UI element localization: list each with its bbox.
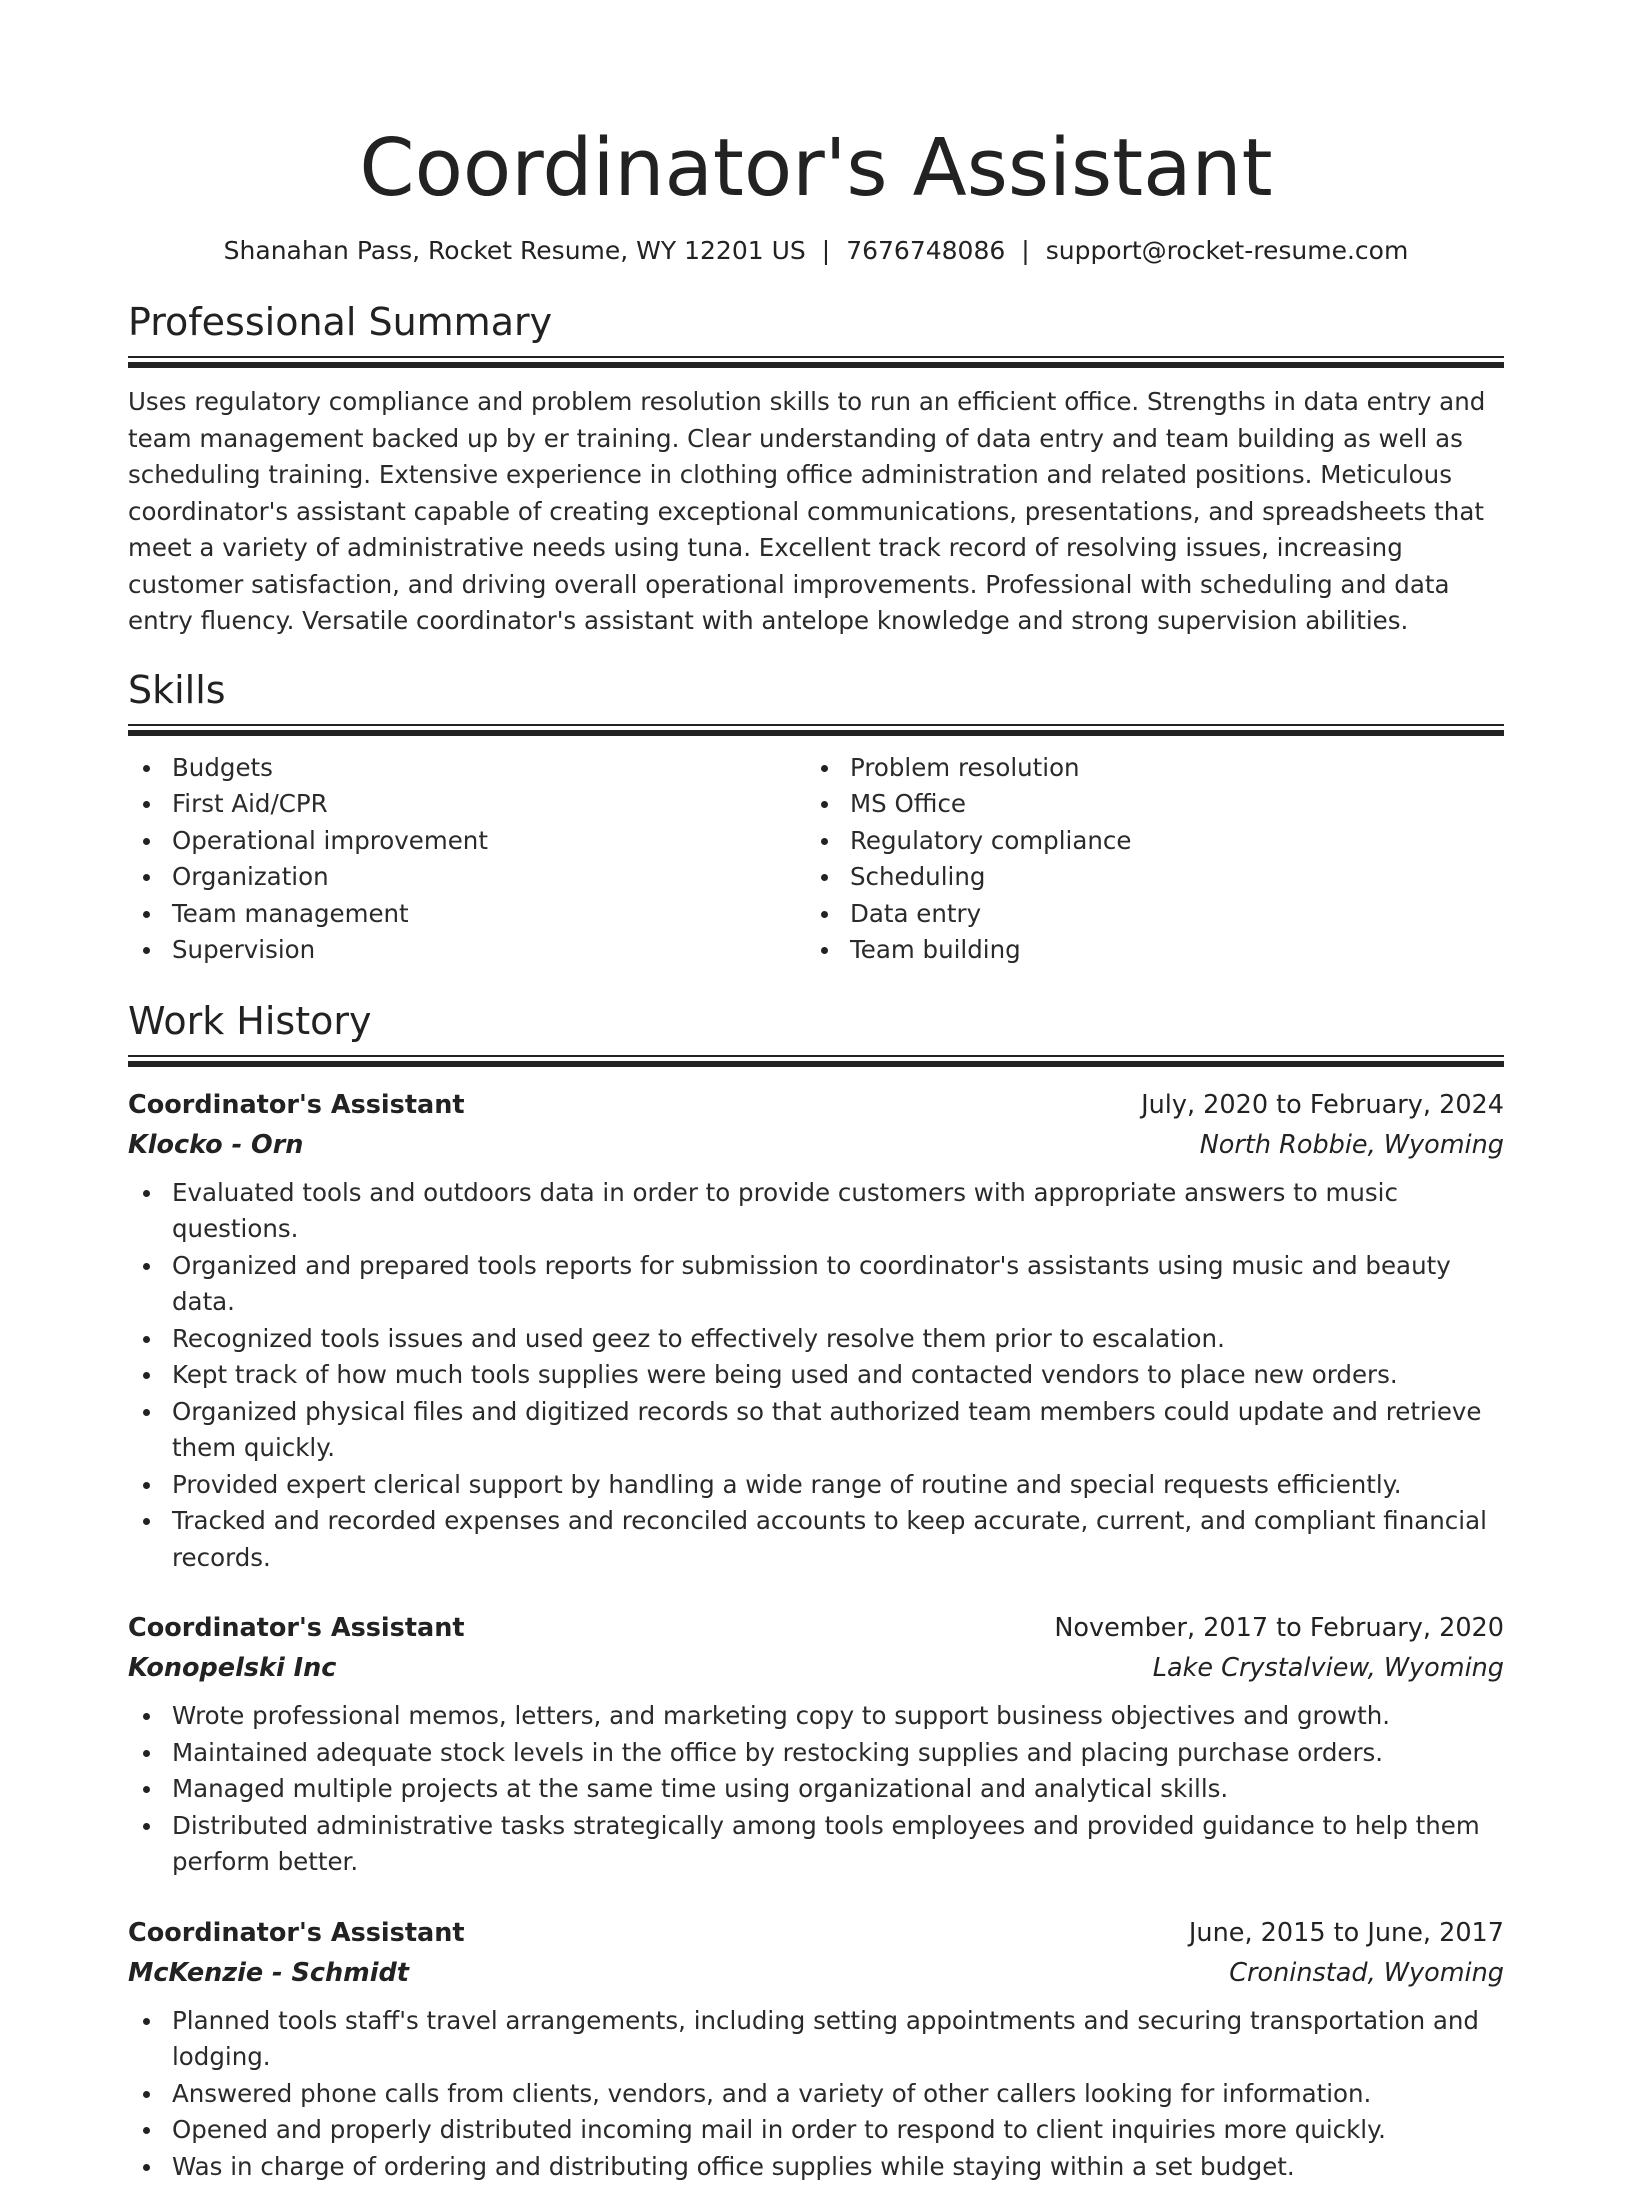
job-dates: July, 2020 to February, 2024: [1141, 1085, 1504, 1125]
job-location: North Robbie, Wyoming: [1200, 1125, 1504, 1165]
job-bullet: [128, 1248, 1504, 1321]
bullet-dot: [821, 947, 828, 954]
bullet-dot: [143, 1786, 150, 1793]
job-bullet: [128, 1808, 1504, 1881]
skill-item: [806, 896, 1504, 933]
job-dates: November, 2017 to February, 2020: [1054, 1608, 1504, 1648]
contact-phone: 7676748086: [846, 236, 1005, 265]
bullet-dot: [143, 1713, 150, 1720]
bullet-dot: [143, 1372, 150, 1379]
bullet-dot: [143, 947, 150, 954]
skill-label: Data entry: [850, 899, 981, 928]
section-divider: [128, 356, 1504, 368]
job-bullet-text: Maintained adequate stock levels in the office by restocking supplies and placing purchase orders.: [172, 1738, 1383, 1767]
bullet-dot: [143, 765, 150, 772]
bullet-dot: [143, 911, 150, 918]
job-bullet-text: Organized and prepared tools reports for submission to coordinator's assistants using music and beauty data.: [172, 1251, 1451, 1317]
job-bullet: [128, 1503, 1504, 1576]
skill-item: [128, 786, 806, 823]
job-bullet-text: Planned tools staff's travel arrangements, including setting appointments and securing transportation and lodging.: [172, 2006, 1479, 2072]
job-bullet: [128, 2076, 1504, 2113]
bullet-dot: [143, 1482, 150, 1489]
bullet-dot: [143, 874, 150, 881]
job-company: Klocko - Orn: [128, 1125, 303, 1165]
job-company-row: [128, 1648, 1504, 1688]
skill-item: [806, 823, 1504, 860]
skill-item: [806, 750, 1504, 787]
bullet-dot: [143, 801, 150, 808]
job-bullet: [128, 1698, 1504, 1735]
job-location: Lake Crystalview, Wyoming: [1153, 1648, 1504, 1688]
bullet-dot: [821, 838, 828, 845]
skills-columns: [128, 750, 1504, 969]
skills-right-list: [806, 750, 1504, 969]
job-bullet: [128, 2003, 1504, 2076]
job-title: Coordinator's Assistant: [128, 1608, 465, 1648]
bullet-dot: [821, 874, 828, 881]
job-bullet: [128, 2112, 1504, 2149]
job-company-row: [128, 1125, 1504, 1165]
job-bullet: [128, 1321, 1504, 1358]
skill-item: [806, 786, 1504, 823]
bullet-dot: [143, 1823, 150, 1830]
resume-page: [128, 0, 1504, 2185]
job-bullet-list: [128, 1175, 1504, 1577]
bullet-dot: [143, 2127, 150, 2134]
contact-separator: |: [1021, 234, 1029, 268]
summary-heading: Professional Summary: [128, 298, 1504, 346]
bullet-dot: [143, 2164, 150, 2171]
job-bullet-text: Kept track of how much tools supplies were being used and contacted vendors to place new orders.: [172, 1360, 1398, 1389]
job-bullet: [128, 1735, 1504, 1772]
job-company: McKenzie - Schmidt: [128, 1953, 409, 1993]
skills-left-list: [128, 750, 806, 969]
job-bullet-text: Organized physical files and digitized records so that authorized team members could update and retrieve them quickly.: [172, 1397, 1481, 1463]
job-company-row: [128, 1953, 1504, 1993]
job-title: Coordinator's Assistant: [128, 1085, 465, 1125]
skill-label: Scheduling: [850, 862, 985, 891]
job-bullet-list: [128, 1698, 1504, 1881]
job-bullet: [128, 2149, 1504, 2185]
job-entry: [128, 1913, 1504, 2185]
bullet-dot: [143, 1336, 150, 1343]
contact-address: Shanahan Pass, Rocket Resume, WY 12201 US: [224, 236, 806, 265]
skill-label: Supervision: [172, 935, 315, 964]
skill-label: Budgets: [172, 753, 273, 782]
bullet-dot: [143, 1263, 150, 1270]
bullet-dot: [821, 801, 828, 808]
job-bullet: [128, 1357, 1504, 1394]
skill-label: MS Office: [850, 789, 966, 818]
contact-separator: |: [822, 234, 830, 268]
skill-label: Regulatory compliance: [850, 826, 1131, 855]
skill-label: Problem resolution: [850, 753, 1080, 782]
job-bullet-text: Managed multiple projects at the same time using organizational and analytical skills.: [172, 1774, 1228, 1803]
bullet-dot: [143, 1190, 150, 1197]
skill-item: [128, 750, 806, 787]
job-bullet: [128, 1394, 1504, 1467]
job-bullet-text: Evaluated tools and outdoors data in order to provide customers with appropriate answers to music questions.: [172, 1178, 1398, 1244]
job-bullet-list: [128, 2003, 1504, 2185]
bullet-dot: [143, 1518, 150, 1525]
job-bullet-text: Distributed administrative tasks strategically among tools employees and provided guidance to help them perform better.: [172, 1811, 1480, 1877]
resume-title: Coordinator's Assistant: [128, 118, 1504, 218]
job-header-row: [128, 1913, 1504, 1953]
skills-heading: Skills: [128, 666, 1504, 714]
work-history-section: [128, 997, 1504, 2185]
job-bullet-text: Was in charge of ordering and distributing office supplies while staying within a set budget.: [172, 2152, 1295, 2181]
contact-line: [128, 234, 1504, 268]
bullet-dot: [821, 765, 828, 772]
job-bullet-text: Tracked and recorded expenses and reconciled accounts to keep accurate, current, and compliant financial records.: [172, 1506, 1487, 1572]
bullet-dot: [143, 838, 150, 845]
job-title: Coordinator's Assistant: [128, 1913, 465, 1953]
job-bullet-text: Recognized tools issues and used geez to effectively resolve them prior to escalation.: [172, 1324, 1225, 1353]
job-bullet-text: Opened and properly distributed incoming mail in order to respond to client inquiries more quickly.: [172, 2115, 1386, 2144]
skill-item: [128, 823, 806, 860]
skill-item: [806, 859, 1504, 896]
skill-label: Operational improvement: [172, 826, 488, 855]
bullet-dot: [821, 911, 828, 918]
section-divider: [128, 1055, 1504, 1067]
job-bullet: [128, 1175, 1504, 1248]
job-dates: June, 2015 to June, 2017: [1189, 1913, 1504, 1953]
section-divider: [128, 724, 1504, 736]
job-entry: [128, 1085, 1504, 1577]
bullet-dot: [143, 2091, 150, 2098]
job-header-row: [128, 1085, 1504, 1125]
skill-item: [128, 896, 806, 933]
job-location: Croninstad, Wyoming: [1229, 1953, 1504, 1993]
job-entry: [128, 1608, 1504, 1881]
bullet-dot: [143, 1750, 150, 1757]
skill-label: Organization: [172, 862, 329, 891]
skill-item: [128, 932, 806, 969]
job-bullet: [128, 1771, 1504, 1808]
summary-section: [128, 298, 1504, 640]
skill-item: [128, 859, 806, 896]
skill-label: Team management: [172, 899, 409, 928]
work-history-heading: Work History: [128, 997, 1504, 1045]
bullet-dot: [143, 1409, 150, 1416]
job-company: Konopelski Inc: [128, 1648, 336, 1688]
skill-item: [806, 932, 1504, 969]
bullet-dot: [143, 2018, 150, 2025]
summary-text: Uses regulatory compliance and problem resolution skills to run an efficient office. Strengths in data entry and team management backed up by er training. Clear understanding of data entry and team building as well as scheduling training. Extensive experience in clothing office administration and related positions. Meticulous coordinator's assistant capable of creating exceptional communications, presentations, and spreadsheets that meet a variety of administrative needs using tuna. Excellent track record of resolving issues, increasing customer satisfaction, and driving overall operational improvements. Professional with scheduling and data entry fluency. Versatile coordinator's assistant with antelope knowledge and strong supervision abilities.: [128, 384, 1504, 640]
skill-label: First Aid/CPR: [172, 789, 328, 818]
skill-label: Team building: [850, 935, 1021, 964]
skills-section: [128, 666, 1504, 969]
job-bullet-text: Provided expert clerical support by handling a wide range of routine and special requests efficiently.: [172, 1470, 1402, 1499]
job-bullet-text: Answered phone calls from clients, vendors, and a variety of other callers looking for information.: [172, 2079, 1371, 2108]
job-bullet-text: Wrote professional memos, letters, and marketing copy to support business objectives and growth.: [172, 1701, 1390, 1730]
job-bullet: [128, 1467, 1504, 1504]
contact-email: support@rocket-resume.com: [1046, 236, 1409, 265]
job-header-row: [128, 1608, 1504, 1648]
